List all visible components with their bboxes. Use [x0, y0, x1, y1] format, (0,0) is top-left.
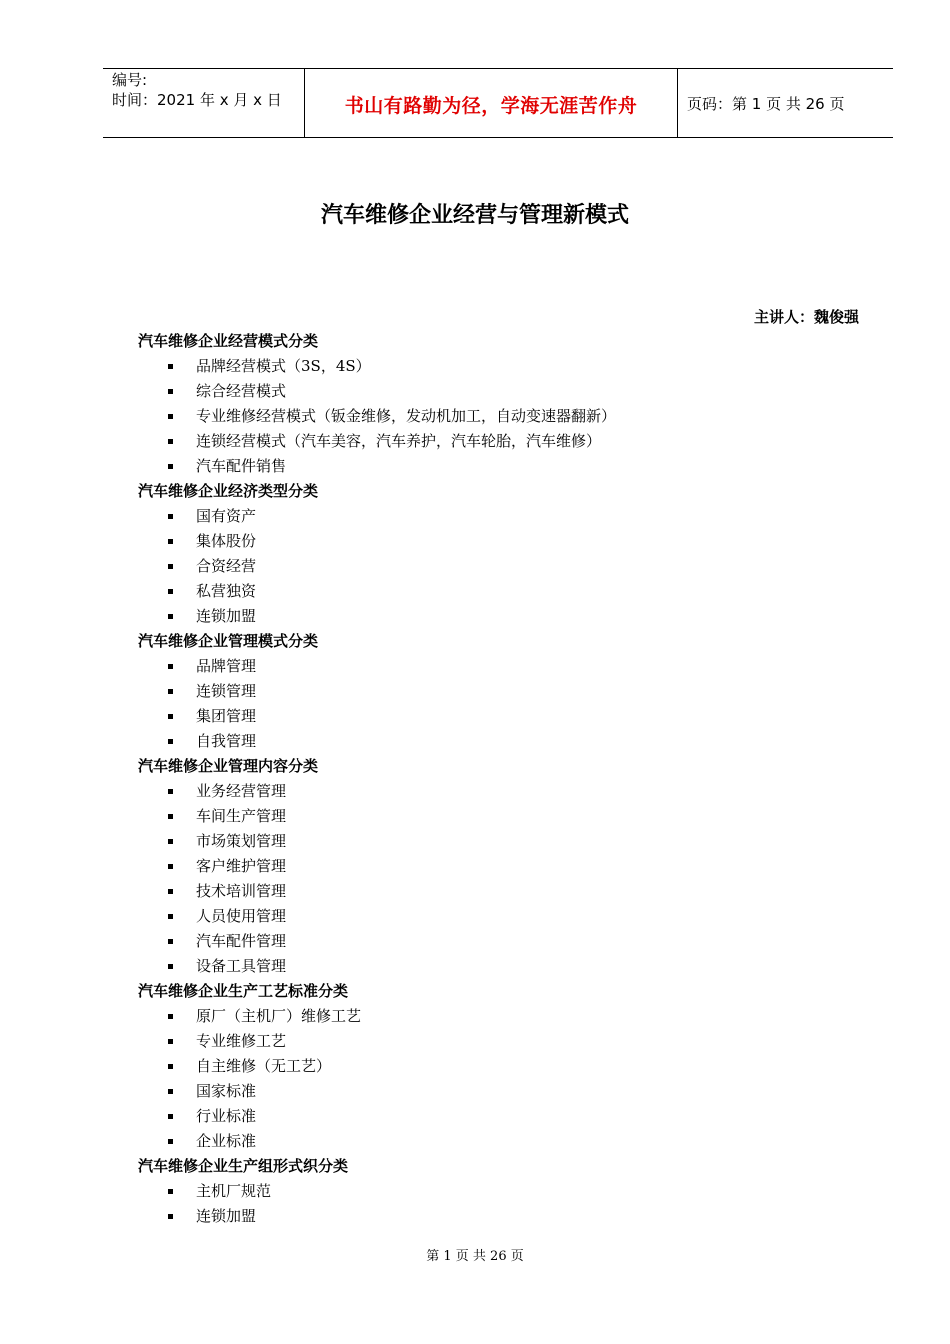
list-item-text: 汽车配件管理: [196, 932, 287, 950]
list-item: [138, 954, 858, 979]
list-item-text: 国家标准: [196, 1082, 257, 1100]
list-item: [138, 929, 858, 954]
list-item: [138, 679, 858, 704]
list-item-text: 市场策划管理: [196, 832, 287, 850]
list-item-text: 设备工具管理: [196, 957, 287, 975]
square-bullet-icon: [168, 1089, 173, 1094]
list-item-text: 私营独资: [196, 582, 257, 600]
header-motto-cell: [305, 69, 678, 137]
list-item: [138, 879, 858, 904]
list-item: [138, 529, 858, 554]
list-item: [138, 779, 858, 804]
list-item-text: 原厂（主机厂）维修工艺: [196, 1007, 362, 1025]
square-bullet-icon: [168, 1139, 173, 1144]
list-item: [138, 1004, 858, 1029]
square-bullet-icon: [168, 1039, 173, 1044]
square-bullet-icon: [168, 1114, 173, 1119]
list-item: [138, 504, 858, 529]
list-item: [138, 1054, 858, 1079]
square-bullet-icon: [168, 839, 173, 844]
section-title: 汽车维修企业经营模式分类: [138, 332, 319, 350]
list-item: [138, 454, 858, 479]
section-list: [138, 354, 858, 479]
square-bullet-icon: [168, 464, 173, 469]
square-bullet-icon: [168, 389, 173, 394]
square-bullet-icon: [168, 714, 173, 719]
square-bullet-icon: [168, 439, 173, 444]
list-item-text: 人员使用管理: [196, 907, 287, 925]
speaker: 主讲人：魏俊强: [753, 308, 859, 326]
list-item-text: 车间生产管理: [196, 807, 287, 825]
header-page-cell: [678, 69, 893, 137]
list-item-text: 企业标准: [196, 1132, 257, 1150]
list-item-text: 连锁经营模式（汽车美容，汽车养护，汽车轮胎，汽车维修）: [196, 432, 602, 450]
list-item: [138, 404, 858, 429]
section: [138, 754, 858, 979]
square-bullet-icon: [168, 514, 173, 519]
list-item: [138, 1179, 858, 1204]
square-bullet-icon: [168, 364, 173, 369]
square-bullet-icon: [168, 539, 173, 544]
list-item: [138, 854, 858, 879]
section: [138, 479, 858, 629]
list-item-text: 品牌经营模式（3S，4S）: [196, 357, 371, 375]
list-item-text: 汽车配件销售: [196, 457, 287, 475]
list-item-text: 集体股份: [196, 532, 257, 550]
section: [138, 629, 858, 754]
list-item: [138, 579, 858, 604]
list-item: [138, 604, 858, 629]
list-item: [138, 1079, 858, 1104]
list-item-text: 国有资产: [196, 507, 257, 525]
list-item: [138, 829, 858, 854]
list-item: [138, 1129, 858, 1154]
square-bullet-icon: [168, 1014, 173, 1019]
list-item: [138, 804, 858, 829]
square-bullet-icon: [168, 939, 173, 944]
square-bullet-icon: [168, 564, 173, 569]
section-title: 汽车维修企业管理模式分类: [138, 632, 319, 650]
section-title: 汽车维修企业管理内容分类: [138, 757, 319, 775]
list-item-text: 品牌管理: [196, 657, 257, 675]
motto: 书山有路勤为径，学海无涯苦作舟: [344, 95, 638, 117]
list-item: [138, 354, 858, 379]
square-bullet-icon: [168, 964, 173, 969]
list-item-text: 集团管理: [196, 707, 257, 725]
list-item-text: 客户维护管理: [196, 857, 287, 875]
list-item-text: 技术培训管理: [196, 882, 287, 900]
square-bullet-icon: [168, 789, 173, 794]
list-item-text: 行业标准: [196, 1107, 257, 1125]
list-item-text: 自主维修（无工艺）: [196, 1057, 332, 1075]
square-bullet-icon: [168, 689, 173, 694]
square-bullet-icon: [168, 614, 173, 619]
page-footer: 第 1 页 共 26 页: [426, 1249, 524, 1264]
list-item-text: 综合经营模式: [196, 382, 287, 400]
list-item: [138, 729, 858, 754]
square-bullet-icon: [168, 814, 173, 819]
document-title: 汽车维修企业经营与管理新模式: [320, 203, 629, 228]
square-bullet-icon: [168, 864, 173, 869]
list-item: [138, 379, 858, 404]
square-bullet-icon: [168, 589, 173, 594]
section-list: [138, 779, 858, 979]
square-bullet-icon: [168, 889, 173, 894]
list-item: [138, 1104, 858, 1129]
list-item-text: 合资经营: [196, 557, 257, 575]
square-bullet-icon: [168, 739, 173, 744]
list-item: [138, 904, 858, 929]
list-item-text: 连锁加盟: [196, 1207, 257, 1225]
section-list: [138, 1004, 858, 1154]
list-item: [138, 654, 858, 679]
square-bullet-icon: [168, 1064, 173, 1069]
section: [138, 979, 858, 1154]
square-bullet-icon: [168, 664, 173, 669]
list-item: [138, 1204, 858, 1229]
list-item-text: 连锁加盟: [196, 607, 257, 625]
section-title: 汽车维修企业生产组形式织分类: [138, 1157, 349, 1175]
list-item: [138, 704, 858, 729]
header-table: [103, 68, 893, 138]
square-bullet-icon: [168, 1189, 173, 1194]
section-list: [138, 504, 858, 629]
list-item-text: 主机厂规范: [196, 1182, 272, 1200]
time-label: 时间：2021 年 x 月 x 日: [112, 91, 282, 109]
list-item-text: 自我管理: [196, 732, 257, 750]
document-body: [138, 329, 858, 1229]
square-bullet-icon: [168, 414, 173, 419]
list-item-text: 专业维修经营模式（钣金维修，发动机加工，自动变速器翻新）: [196, 407, 617, 425]
list-item-text: 业务经营管理: [196, 782, 287, 800]
list-item: [138, 1029, 858, 1054]
section-title: 汽车维修企业经济类型分类: [138, 482, 319, 500]
list-item-text: 连锁管理: [196, 682, 257, 700]
list-item: [138, 554, 858, 579]
section-list: [138, 654, 858, 754]
list-item: [138, 429, 858, 454]
list-item-text: 专业维修工艺: [196, 1032, 287, 1050]
section-list: [138, 1179, 858, 1229]
header-info-cell: [103, 69, 305, 137]
square-bullet-icon: [168, 1214, 173, 1219]
page-label: 页码：第 1 页 共 26 页: [687, 95, 845, 113]
number-label: 编号:: [112, 71, 148, 89]
section: [138, 1154, 858, 1229]
section: [138, 329, 858, 479]
section-title: 汽车维修企业生产工艺标准分类: [138, 982, 349, 1000]
square-bullet-icon: [168, 914, 173, 919]
